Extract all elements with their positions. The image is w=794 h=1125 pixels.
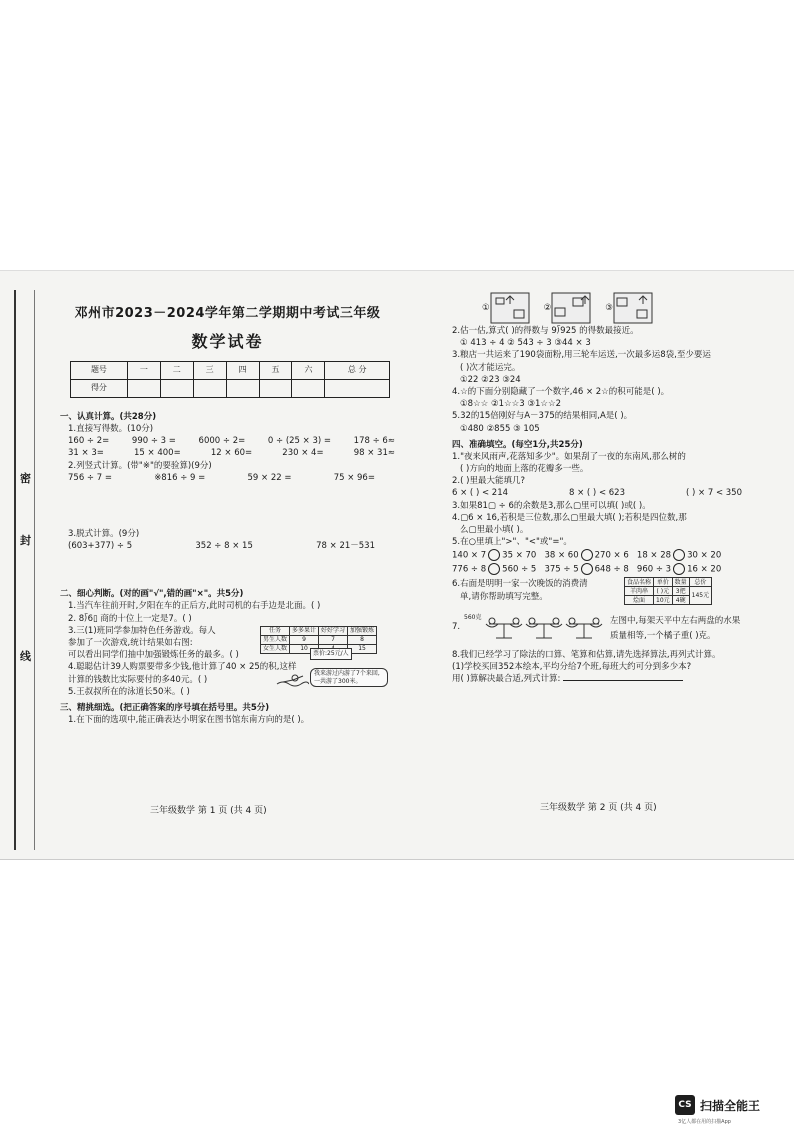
calc-item: 98 × 31≈ xyxy=(353,448,395,459)
calc-item: 31 × 3= xyxy=(68,448,104,459)
score-header-cell: 一 xyxy=(127,361,160,379)
score-header-cell: 四 xyxy=(226,361,259,379)
calc-item: 352 ÷ 8 × 15 xyxy=(195,541,253,552)
compare-right: 270 × 6 xyxy=(594,550,629,561)
compare-right: 35 × 70 xyxy=(502,550,537,561)
table-cell: 7 xyxy=(319,635,348,644)
question-text: 2. 8⟌6▯ 商的十位上一定是7。( ) xyxy=(68,613,192,624)
option-number: ② xyxy=(543,302,552,313)
page-one xyxy=(60,306,395,727)
calc-item: 160 ÷ 2= xyxy=(68,436,110,447)
question-number: 7. xyxy=(452,621,461,632)
table-cell: 10元 xyxy=(654,596,673,605)
question-text: 3.三(1)班同学参加特色任务游戏。每人 xyxy=(68,625,216,636)
calc-row xyxy=(60,473,395,483)
question-text: ( )次才能运完。 xyxy=(460,362,521,373)
calc-item: 59 × 22 = xyxy=(247,472,292,483)
question-text: 5.32的15倍刚好与A－375的结果相同,A是( )。 xyxy=(452,411,633,422)
compare-left: 960 ÷ 3 xyxy=(636,564,672,575)
binding-margin xyxy=(0,270,46,858)
question-text: 么▢里最小填( )。 xyxy=(460,525,529,535)
binding-line-inner xyxy=(34,290,35,850)
answer-space[interactable] xyxy=(60,553,395,583)
score-cell[interactable] xyxy=(193,379,226,397)
camscanner-logo: CS xyxy=(675,1095,695,1115)
score-header-cell: 六 xyxy=(292,361,325,379)
question-text: 1."夜来风雨声,花落知多少"。如果刮了一夜的东南风,那么树的 xyxy=(452,451,686,462)
table-cell[interactable]: ( )元 xyxy=(654,587,673,596)
answer-options[interactable]: ①22 ②23 ③24 xyxy=(460,374,521,385)
table-cell: 女生人数 xyxy=(261,644,290,653)
compare-left: 776 ÷ 8 xyxy=(452,564,487,575)
question-text xyxy=(452,674,782,684)
question-prompt: 用( )算解决最合适,列式计算: xyxy=(452,674,561,685)
score-header-cell: 总 分 xyxy=(325,361,390,379)
page-footer: 三年级数学 第 2 页 (共 4 页) xyxy=(540,803,657,813)
compare-right: 16 × 20 xyxy=(687,564,722,575)
score-cell[interactable] xyxy=(259,379,292,397)
calc-item: 0 ÷ (25 × 3) = xyxy=(267,436,332,447)
question-text: 2.( )里最大能填几? xyxy=(452,476,525,487)
calc-item: 78 × 21－531 xyxy=(316,541,375,552)
exam-subtitle: 数学试卷 xyxy=(191,331,264,351)
fill-item[interactable]: ( ) × 7 < 350 xyxy=(685,488,742,499)
answer-space[interactable] xyxy=(60,485,395,527)
score-cell[interactable] xyxy=(160,379,193,397)
score-header-cell: 五 xyxy=(259,361,292,379)
table-cell: 食品名称 xyxy=(625,578,654,587)
table-cell: 任务 xyxy=(261,626,290,635)
question-text: 4.▢6 × 16,若积是三位数,那么▢里最大填( );若积是四位数,那 xyxy=(452,512,687,523)
calc-item: 756 ÷ 7 = xyxy=(68,472,112,483)
compare-circle[interactable] xyxy=(581,549,593,561)
compare-left: 375 ÷ 5 xyxy=(544,564,579,575)
table-cell: 145元 xyxy=(689,587,711,605)
table-cell: 多多果计 xyxy=(290,626,319,635)
table-cell: 15 xyxy=(348,644,377,653)
ticket-price-label: 票价:25元/人 xyxy=(310,648,352,659)
fill-item[interactable]: 6 × ( ) < 214 xyxy=(452,488,509,499)
question-text: 3.如果81▢ ÷ 6的余数是3,那么▢里可以填( )或( )。 xyxy=(452,500,651,511)
map-picture-icon xyxy=(490,292,530,324)
option-picture[interactable] xyxy=(544,292,592,324)
question-text: 参加了一次游戏,统计结果如右图: xyxy=(68,638,193,649)
table-cell: 数量 xyxy=(672,578,689,587)
page-two xyxy=(452,302,782,686)
question-text: 4.☆的下面分别隐藏了一个数字,46 × 2☆的积可能是( )。 xyxy=(452,386,670,397)
question-text: 质量相等,一个橘子重( )克。 xyxy=(610,630,716,641)
section-heading: 三、精挑细选。(把正确答案的序号填在括号里。共5分) xyxy=(60,702,270,713)
answer-options[interactable]: ①480 ②855 ③ 105 xyxy=(460,423,540,434)
balance-scales-illustration xyxy=(484,612,604,642)
calc-row xyxy=(60,541,395,551)
compare-row xyxy=(452,563,782,575)
table-cell: 9 xyxy=(290,635,319,644)
section-heading: 二、细心判断。(对的画"√",错的画"×"。共5分) xyxy=(60,589,244,600)
answer-options[interactable]: ①8☆☆ ②1☆☆3 ③1☆☆2 xyxy=(460,399,562,410)
compare-circle[interactable] xyxy=(581,563,593,575)
compare-left: 38 × 60 xyxy=(544,550,579,561)
score-header-cell: 题号 xyxy=(71,361,128,379)
question-text: 6.右面是明明一家一次晚饭的消费清 xyxy=(452,579,588,590)
table-cell: 男生人数 xyxy=(261,635,290,644)
question-text: 8.我们已经学习了除法的口算、笔算和估算,请先选择算法,再列式计算。 xyxy=(452,649,721,660)
score-cell[interactable] xyxy=(226,379,259,397)
option-picture[interactable] xyxy=(605,292,653,324)
map-picture-icon xyxy=(551,292,591,324)
question-text: 1.在下面的选项中,能正确表达小明家在图书馆东南方向的是( )。 xyxy=(68,715,310,726)
table-cell: 烩面 xyxy=(625,596,654,605)
map-picture-icon xyxy=(613,292,653,324)
dinner-bill-table xyxy=(624,577,712,605)
question-text: 单,请你帮助填写完整。 xyxy=(460,591,548,602)
fill-item[interactable]: 8 × ( ) < 623 xyxy=(568,488,626,499)
table-cell: 总价 xyxy=(689,578,711,587)
score-cell[interactable] xyxy=(325,379,390,397)
table-cell: 8 xyxy=(348,635,377,644)
table-cell: 3把 xyxy=(672,587,689,596)
score-header-cell: 三 xyxy=(193,361,226,379)
exam-title: 邓州市2023－2024学年第二学期期中考试三年级 xyxy=(74,306,381,321)
answer-options[interactable]: ① 413 ÷ 4 ② 543 ÷ 3 ③44 × 3 xyxy=(460,338,591,349)
section-heading: 一、认真计算。(共28分) xyxy=(60,411,157,422)
compare-right: 560 ÷ 5 xyxy=(502,564,537,575)
score-header-cell: 二 xyxy=(160,361,193,379)
table-cell: 好好学习 xyxy=(319,626,348,635)
calc-item: 178 ÷ 6≈ xyxy=(353,436,395,447)
question-text: 2.估一估,算式( )的得数与 9⟌925 的得数最接近。 xyxy=(452,326,639,336)
table-cell: 羊肉串 xyxy=(625,587,654,596)
compare-left: 18 × 28 xyxy=(636,550,672,561)
question-text: 1.直接写得数。(10分) xyxy=(68,423,154,434)
compare-circle[interactable] xyxy=(488,549,500,561)
calc-item: 990 ÷ 3 = xyxy=(131,436,176,447)
question-text: 可以看出同学们抽中加强锻炼任务的最多。( ) xyxy=(68,650,239,661)
compare-right: 648 ÷ 8 xyxy=(594,564,629,575)
question-text: 2.列竖式计算。(带"※"的要验算)(9分) xyxy=(68,460,212,471)
compare-left: 140 × 7 xyxy=(452,550,487,561)
weight-label: 560克 xyxy=(464,613,482,621)
table-cell: 10 xyxy=(290,644,319,653)
option-number: ③ xyxy=(605,302,613,313)
score-row-label: 得分 xyxy=(71,379,128,397)
binding-line xyxy=(14,290,16,850)
option-picture[interactable] xyxy=(482,292,530,324)
calc-item: 15 × 400= xyxy=(134,448,181,459)
question-text: 3.粮店一共运来了190袋面粉,用三轮车运送,一次最多运8袋,至少要运 xyxy=(452,350,711,361)
question-text: 4.聪聪估计39人购票要带多少钱,他计算了40 × 25的积,这样 xyxy=(68,662,297,673)
score-table xyxy=(70,361,390,398)
option-number: ① xyxy=(482,302,490,313)
calc-item: (603+377) ÷ 5 xyxy=(68,541,133,552)
calc-item: 75 × 96= xyxy=(333,472,375,483)
question-text: 计算的钱数比实际要付的多40元。( ) xyxy=(68,674,208,685)
score-cell[interactable] xyxy=(127,379,160,397)
question-text: 5.王叔叔所在的泳道长50米。( ) xyxy=(68,686,190,697)
binding-char: 密 xyxy=(20,472,31,485)
table-cell: 单价 xyxy=(654,578,673,587)
calc-item: 12 × 60= xyxy=(210,448,253,459)
direction-options xyxy=(482,292,782,324)
compare-circle[interactable] xyxy=(673,563,685,575)
camscanner-tagline: 3亿人都在用的扫描App xyxy=(678,1119,731,1125)
question-text: 1.当汽车往前开时,夕阳在车的正后方,此时司机的右手边是北面。( ) xyxy=(68,601,321,612)
calc-item: ※816 ÷ 9 = xyxy=(154,472,206,483)
speech-bubble: 我来游过内游了7个来回,一共游了300米。 xyxy=(310,668,388,686)
calc-row xyxy=(60,448,395,458)
fill-row xyxy=(452,488,782,498)
answer-line[interactable] xyxy=(563,680,683,681)
binding-char: 线 xyxy=(20,650,31,663)
compare-row xyxy=(452,549,782,561)
compare-circle[interactable] xyxy=(488,563,500,575)
score-cell[interactable] xyxy=(292,379,325,397)
swimmer-illustration xyxy=(275,670,309,690)
question-text: ( )方向的地面上落的花瓣多一些。 xyxy=(460,464,589,475)
binding-char: 封 xyxy=(20,534,31,547)
calc-item: 230 × 4= xyxy=(282,448,324,459)
compare-circle[interactable] xyxy=(673,549,685,561)
calc-item: 6000 ÷ 2= xyxy=(198,436,246,447)
compare-right: 30 × 20 xyxy=(687,550,722,561)
table-cell: 加强锻炼 xyxy=(348,626,377,635)
question-text: 5.在○里填上">"、"<"或"="。 xyxy=(452,537,572,548)
question-block xyxy=(452,612,782,646)
question-text: 3.脱式计算。(9分) xyxy=(68,528,140,539)
question-text: 左图中,每架天平中左右两盘的水果 xyxy=(610,615,741,626)
section-heading: 四、准确填空。(每空1分,共25分) xyxy=(452,439,583,450)
question-text: (1)学校买回352本绘本,平均分给7个班,每班大约可分到多少本? xyxy=(452,661,692,672)
calc-row xyxy=(60,436,395,446)
table-cell: 4碗 xyxy=(672,596,689,605)
camscanner-name: 扫描全能王 xyxy=(700,1099,761,1113)
page-footer: 三年级数学 第 1 页 (共 4 页) xyxy=(150,806,267,816)
question-block xyxy=(452,578,782,604)
